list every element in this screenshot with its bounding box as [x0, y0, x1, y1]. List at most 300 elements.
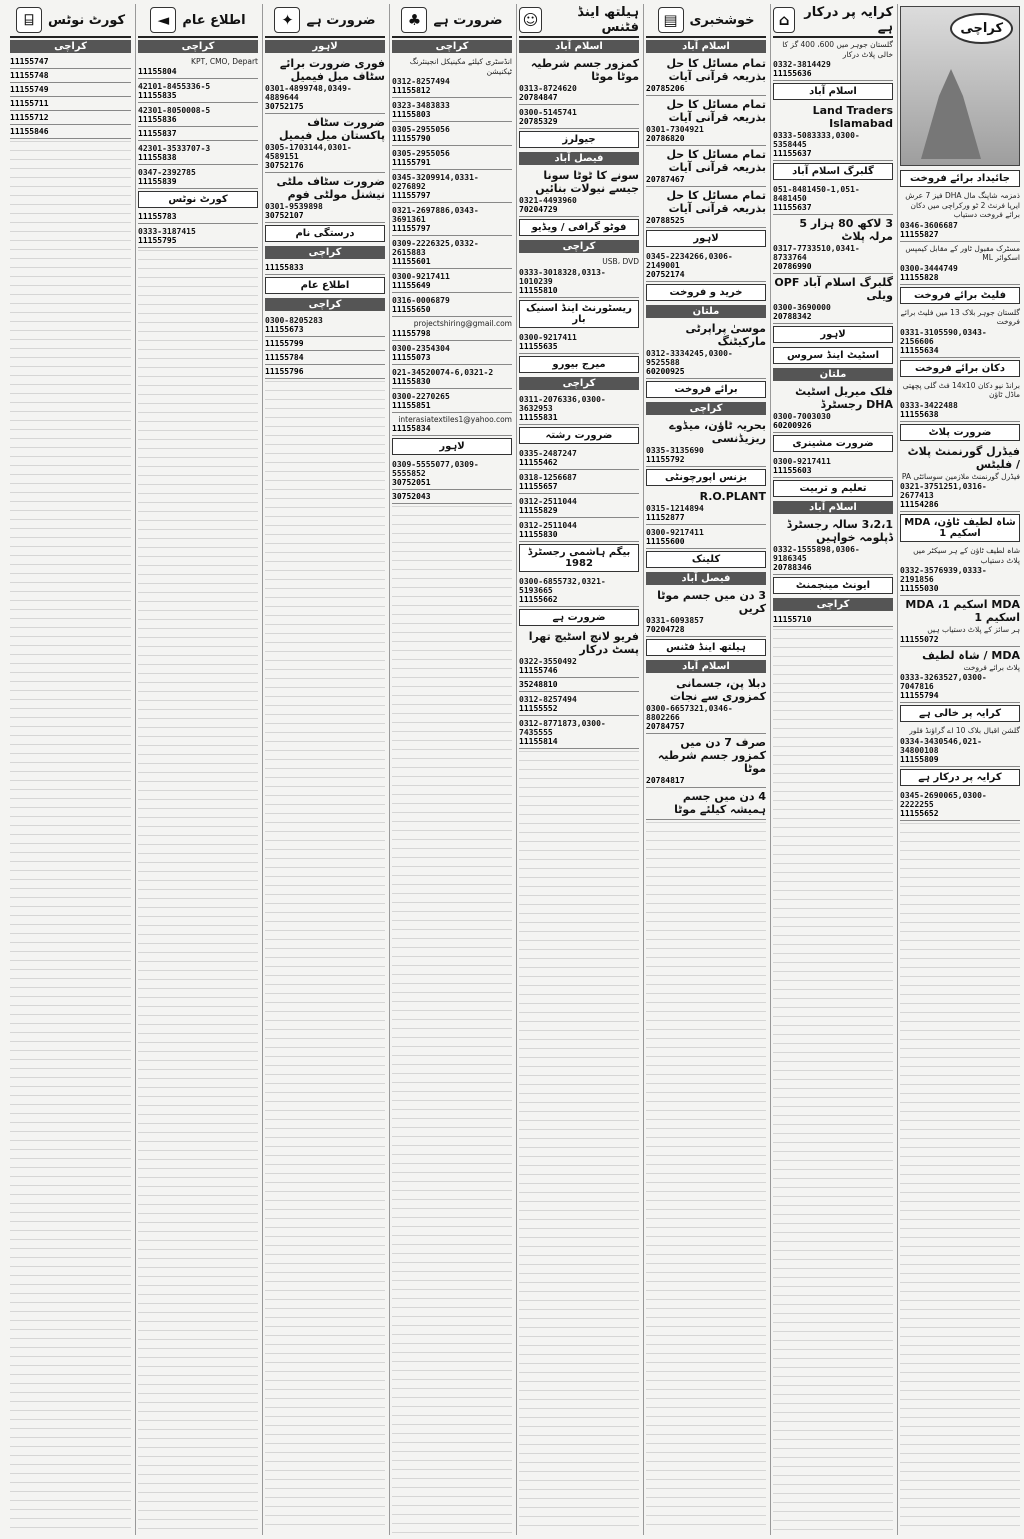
ad-reference-number: 11155838 [138, 152, 177, 162]
ad-headline: MDA / شاہ لطیف [922, 648, 1020, 662]
ad-reference-number: 20786820 [646, 134, 685, 143]
ad-body-text: برانڈ نیو دکان 14x10 فٹ گلی پچھتی ماڈل ٹاؤن [902, 380, 1020, 399]
ad-reference-number: 11155828 [900, 272, 939, 282]
ad-headline: دبلا پن، جسمانی کمزوری سے نجات [669, 677, 766, 703]
ad-reference-number: 11155836 [138, 114, 177, 124]
ad-reference-number: 11155673 [265, 325, 304, 334]
ad-phone: 0316-0006879 [392, 296, 450, 305]
ad-reference-number: 60200926 [773, 421, 812, 430]
ad-reference-number: 11155830 [392, 376, 431, 386]
ad-phone: 42301-3533707-3 [138, 143, 211, 153]
ad-headline: گلبرگ اسلام آباد OPF ویلی [774, 276, 893, 302]
ad-phone: 0318-1256687 [519, 472, 577, 482]
column-header-title: ضرورت ہے [306, 12, 376, 28]
ad-reference-number: 11155792 [646, 455, 685, 464]
ad-reference-number: 11155796 [265, 367, 304, 376]
column-header-title: کرایہ پر درکار ہے [804, 5, 893, 35]
ad-headline: 3 لاکھ 80 ہزار 5 مرلہ پلاٹ [799, 217, 893, 243]
courthouse-icon: ⌸ [16, 7, 42, 33]
ad-phone: 0335-3135690 [646, 446, 704, 455]
section-title: اسٹیٹ اینڈ سروس [773, 347, 893, 364]
ad-body-text: فیڈرل گورنمنٹ ملازمین سوسائٹی PA [901, 471, 1020, 481]
ad-body-text: مسٹرک مقبول ٹاور کے مقابل کیمپس اسکوائر ML [905, 243, 1020, 262]
ad-headline: بحریہ ٹاؤن، میڈوے ریزیڈنسی [669, 419, 766, 445]
ad-phone: 42301-8050008-5 [138, 105, 211, 115]
ad-phone: 0332-3814429 [773, 60, 831, 69]
ad-phone: 0312-8257494 [392, 77, 450, 86]
section-title: درستگی نام [265, 225, 385, 242]
section-title: شاہ لطیف ٹاؤن، MDA اسکیم 1 [900, 514, 1020, 542]
classified-ad [265, 114, 385, 173]
ad-reference-number: 11155636 [773, 69, 812, 78]
ad-reference-number: 11155797 [392, 224, 431, 233]
classified-ad [773, 383, 893, 433]
ad-phone: 0333-3187415 [138, 226, 196, 236]
ad-phone: 0347-2392785 [138, 167, 196, 177]
classified-ad [519, 55, 639, 105]
city-label: فیصل آباد [519, 152, 639, 165]
ad-phone: 0312-8771873,0300-7435555 [519, 718, 606, 737]
section-title: جیولرز [519, 131, 639, 148]
classified-ad [265, 351, 385, 365]
ad-headline: تمام مسائل کا حل بذریعہ قرآنی آیات [666, 57, 766, 83]
classified-ad [10, 69, 131, 83]
ad-reference-number: 20784817 [646, 776, 685, 785]
ad-reference-number: 11155600 [646, 537, 685, 546]
ad-phone: 0305-1703144,0301-4589151 [265, 143, 352, 161]
column-header-title: ضرورت ہے [433, 12, 503, 28]
ad-reference-number: 11155829 [519, 505, 558, 515]
ad-reference-number: 11155839 [138, 176, 177, 186]
ad-reference-number: 20784847 [519, 93, 558, 102]
classified-ad [519, 392, 639, 425]
section-title: بیگم ہاشمی رجسٹرڈ 1982 [519, 544, 639, 572]
ad-phone: 0300-9217411 [773, 457, 831, 466]
ad-headline: سونے کا ٹوٹا سونا جیسے نیولات بنائیں [535, 169, 639, 195]
column-3 [516, 4, 641, 1535]
ad-reference-number: 11155810 [519, 285, 558, 295]
ad-headline: R.O.PLANT [699, 490, 766, 503]
ad-reference-number: 11155814 [519, 736, 558, 746]
ad-body-text: گلشن اقبال بلاک 10 اے گراؤنڈ فلور [909, 726, 1020, 735]
ad-body-text: interasiatextiles1@yahoo.com [398, 414, 512, 424]
ad-phone: 0332-1555898,0306-9186345 [773, 545, 860, 563]
city-label: اسلام آباد [646, 40, 766, 53]
classified-ad [519, 494, 639, 518]
classified-ad [646, 417, 766, 467]
column-5 [262, 4, 387, 1535]
classified-ad [265, 173, 385, 223]
classified-ad [646, 525, 766, 549]
column-header-title: اطلاع عام [182, 12, 246, 28]
ad-reference-number: 11155652 [900, 808, 939, 818]
ad-text-block [10, 141, 131, 1533]
ad-text-block [265, 381, 385, 1533]
classified-ad [519, 255, 639, 298]
classified-ad [392, 317, 512, 341]
ad-reference-number: 11155746 [519, 665, 558, 675]
classified-ad [519, 105, 639, 129]
classified-ad [900, 647, 1020, 704]
classified-ad [392, 236, 512, 269]
ad-reference-number: 11155812 [392, 86, 431, 95]
ad-reference-number: 20788346 [773, 563, 812, 572]
ad-phone: 0331-6093857 [646, 616, 704, 625]
ad-phone: 0312-2511044 [519, 520, 577, 530]
ad-reference-number: 30752107 [265, 211, 304, 220]
city-label: اسلام آباد [773, 501, 893, 514]
ad-reference-number: 11155711 [10, 99, 49, 108]
ad-reference-number: 11155072 [900, 634, 939, 644]
ad-phone: 0333-3263527,0300-7047816 [900, 673, 987, 691]
ad-reference-number: 11155790 [392, 134, 431, 143]
section-title: لاہور [392, 438, 512, 455]
section-title: ایونٹ مینجمنٹ [773, 577, 893, 594]
section-title: ضرورت مشینری [773, 435, 893, 452]
ad-phone: 0323-3483833 [392, 101, 450, 110]
ad-headline: Land Traders Islamabad [812, 104, 893, 130]
classified-ad [138, 224, 258, 248]
ad-phone: 0300-8205283 [265, 316, 323, 325]
people-icon: ☺ [519, 7, 542, 33]
ad-reference-number: 11155833 [265, 263, 304, 272]
megaphone-icon: ◄ [150, 7, 176, 33]
classified-ad [138, 79, 258, 103]
ad-phone: 0334-3430546,021-34800108 [900, 736, 982, 755]
ad-phone: 0300-2354304 [392, 343, 450, 353]
ad-reference-number: 11155552 [519, 703, 558, 713]
ad-text-block [900, 823, 1020, 1534]
ad-reference-number: 11155710 [773, 615, 812, 624]
ad-reference-number: 11155809 [900, 754, 939, 764]
column-header [265, 4, 385, 38]
classified-ad [10, 55, 131, 69]
classified-ad [138, 127, 258, 141]
classified-ad [900, 242, 1020, 285]
classified-ad [646, 55, 766, 96]
ad-headline: موسیٰ پراپرٹی مارکیٹنگ [685, 322, 766, 348]
ad-headline: فیڈرل گورنمنٹ پلاٹ / فلیٹس [907, 444, 1020, 471]
city-label: کراچی [10, 40, 131, 53]
column-2 [643, 4, 768, 1535]
classified-ad [392, 146, 512, 170]
classified-ad [900, 189, 1020, 242]
section-title: ضرورت پلاٹ [900, 424, 1020, 441]
ad-reference-number: 20752174 [646, 270, 685, 279]
ad-headline: تمام مسائل کا حل بذریعہ قرآنی آیات [666, 189, 766, 215]
classified-ad [646, 187, 766, 228]
ad-reference-number: 20784757 [646, 722, 685, 731]
ad-reference-number: 11155784 [265, 353, 304, 362]
ad-phone: 0333-3422488 [900, 400, 958, 410]
classified-ad [392, 293, 512, 317]
ad-reference-number: 70204729 [519, 205, 558, 214]
section-title: اسلام آباد [773, 83, 893, 100]
section-title: کورٹ نوٹس [138, 191, 258, 208]
classified-ad [900, 788, 1020, 821]
ad-reference-number: 20786990 [773, 262, 812, 271]
ad-reference-number: 11155637 [773, 149, 812, 158]
ad-phone: 0345-2690065,0300-2222255 [900, 790, 987, 809]
ad-reference-number: 11155835 [138, 90, 177, 100]
classified-ad [519, 628, 639, 678]
ad-reference-number: 11154286 [900, 500, 939, 509]
classified-ad [519, 167, 639, 217]
ad-phone: 0300-9217411 [392, 272, 450, 281]
city-label: کراچی [392, 40, 512, 53]
classified-ad [519, 574, 639, 607]
ad-phone: 0333-5083333,0300-5358445 [773, 131, 860, 149]
classified-ad [392, 203, 512, 236]
ad-reference-number: 11155748 [10, 71, 49, 80]
city-label: کراچی [519, 377, 639, 390]
ad-reference-number: 11155799 [265, 339, 304, 348]
ad-headline: ضرورت سٹاف ملٹی نیشنل مولٹی فوم [276, 175, 385, 201]
section-title: لاہور [646, 230, 766, 247]
ad-body-text: KPT, CMO, Depart [191, 57, 258, 66]
ad-headline: تمام مسائل کا حل بذریعہ قرآنی آیات [666, 148, 766, 174]
classified-ad [392, 122, 512, 146]
ad-phone: 0300-3444749 [900, 263, 958, 273]
city-label: کراچی [138, 40, 258, 53]
classified-ad [900, 544, 1020, 596]
classified-ad [900, 306, 1020, 358]
ad-phone: 0305-2955056 [392, 125, 450, 134]
ad-headline: تمام مسائل کا حل بذریعہ قرآنی آیات [666, 98, 766, 124]
ad-reference-number: 11155827 [900, 229, 939, 239]
column-header-title: کورٹ نوٹس [47, 12, 126, 28]
ad-reference-number: 11155803 [392, 110, 431, 119]
section-title: ہیلتھ اینڈ فٹنس [646, 639, 766, 656]
classified-ad [265, 55, 385, 114]
section-title: کرایہ پر خالی ہے [900, 705, 1020, 722]
ad-reference-number: 11155846 [10, 127, 49, 136]
classified-ad [773, 274, 893, 324]
ad-body-text: ذمزمہ شاپنگ مال DHA فیز 7 عرش ایریا فرنٹ 2 ٹو ورکراچی میں دکان برائے فروخت دستیاب [905, 191, 1020, 219]
ad-reference-number: 11155747 [10, 57, 49, 66]
ad-reference-number: 11155462 [519, 457, 558, 467]
ad-headline: فوری ضرورت برائے سٹاف میل فیمیل [279, 57, 385, 83]
city-hero-image [900, 6, 1020, 166]
ad-reference-number: 20788342 [773, 312, 812, 321]
classified-ad [646, 587, 766, 637]
city-label: ملتان [773, 368, 893, 381]
ad-headline: 4 دن میں جسم ہمیشہ کیلئے موٹا [674, 790, 766, 816]
ad-phone: 0300-2270265 [392, 391, 450, 401]
classified-ad [392, 269, 512, 293]
ad-reference-number: 11155749 [10, 85, 49, 94]
classified-ad [138, 55, 258, 79]
ad-headline: MDA اسکیم 1، MDA اسکیم 1 [905, 598, 1020, 624]
ad-headline: کمزور جسم شرطیہ موٹا موٹا [530, 57, 639, 83]
ad-phone: 0335-2487247 [519, 448, 577, 458]
classified-ad [392, 341, 512, 365]
city-badge: کراچی [950, 13, 1013, 44]
ad-phone: 0301-9539898 [265, 202, 323, 211]
ad-reference-number: 11155712 [10, 113, 49, 122]
ad-phone: 0333-3018328,0313-1010239 [519, 267, 606, 286]
ad-headline: فریو لانچ اسٹیچ تھرا پسٹ درکار [528, 629, 639, 656]
ad-reference-number: 11155073 [392, 352, 431, 362]
classified-ad [773, 454, 893, 478]
classified-ad [392, 389, 512, 413]
classified-ad [138, 165, 258, 189]
ad-text-block [392, 506, 512, 1533]
ad-text-block [519, 751, 639, 1534]
section-title: گلبرگ اسلام آباد [773, 163, 893, 180]
book-icon: ▤ [658, 7, 684, 33]
classified-ad [900, 724, 1020, 767]
classified-ad [519, 470, 639, 494]
ad-reference-number: 11155795 [138, 235, 177, 245]
classified-ad [10, 83, 131, 97]
ad-phone: 0300-5145741 [519, 108, 577, 117]
ad-reference-number: 30752175 [265, 102, 304, 111]
ad-headline: صرف 7 دن میں کمزور جسم شرطیہ موٹا [657, 736, 766, 775]
section-title: لاہور [773, 326, 893, 343]
city-label: کراچی [646, 402, 766, 415]
section-title: تعلیم و تربیت [773, 480, 893, 497]
section-title: ضرورت ہے [519, 609, 639, 626]
ad-reference-number: 11155657 [519, 481, 558, 491]
classified-ad [773, 182, 893, 215]
ad-phone: 0300-6657321,0346-8802266 [646, 704, 733, 722]
ad-phone: 0321-4493960 [519, 196, 577, 205]
ad-phone: 0317-7733510,0341-8733764 [773, 244, 860, 262]
classified-ad [646, 96, 766, 146]
ad-body-text: ہر سائز کے پلاٹ دستیاب ہیں [927, 625, 1020, 634]
section-title: کرایہ پر درکار ہے [900, 769, 1020, 786]
ad-phone: 0332-3576939,0333-2191856 [900, 566, 987, 584]
classified-ad [392, 98, 512, 122]
ad-phone: 0345-2234266,0306-2149001 [646, 252, 733, 270]
classified-ad [392, 170, 512, 203]
column-0 [897, 4, 1022, 1535]
ad-phone: 0301-4899748,0349-4889644 [265, 84, 352, 102]
ad-reference-number: 11155601 [392, 257, 431, 266]
handshake-icon: ✦ [274, 7, 300, 33]
ad-reference-number: 11155635 [519, 341, 558, 351]
section-title: دکان برائے فروخت [900, 360, 1020, 377]
classified-ad [519, 678, 639, 692]
classified-ad [773, 102, 893, 161]
ad-body-text: projectshiring@gmail.com [413, 319, 512, 328]
ad-reference-number: 30752043 [392, 492, 431, 501]
classified-ad [773, 613, 893, 627]
ad-text-block [646, 822, 766, 1533]
column-header [646, 4, 766, 38]
ad-body-text: USB، DVD [602, 257, 639, 266]
classified-ad [10, 111, 131, 125]
column-header [138, 4, 258, 38]
ad-reference-number: 20785206 [646, 84, 685, 93]
city-label: کراچی [265, 246, 385, 259]
ad-text-block [773, 629, 893, 1533]
classified-ad [519, 692, 639, 716]
ad-phone: 0312-3334245,0300-9525588 [646, 349, 733, 367]
column-1 [770, 4, 895, 1535]
ad-phone: 0312-2511044 [519, 496, 577, 506]
classified-ad [392, 413, 512, 437]
classified-ad [138, 210, 258, 224]
classified-ad [773, 215, 893, 274]
city-label: کراچی [519, 240, 639, 253]
classified-ad [138, 103, 258, 127]
ad-reference-number: 11155638 [900, 409, 939, 419]
classified-ad [646, 320, 766, 379]
ad-reference-number: 11155794 [900, 691, 939, 700]
ad-reference-number: 30752176 [265, 161, 304, 170]
ad-reference-number: 11155837 [138, 128, 177, 138]
city-label: فیصل آباد [646, 572, 766, 585]
section-title: جائیداد برائے فروخت [900, 170, 1020, 187]
classified-ad [900, 596, 1020, 647]
section-title: بزنس اپورچونٹی [646, 469, 766, 486]
ad-reference-number: 11155851 [392, 400, 431, 410]
ad-phone: 021-34520074-6,0321-2 [392, 367, 494, 377]
ad-phone: 0313-8724620 [519, 84, 577, 93]
column-7 [8, 4, 133, 1535]
classified-ad [10, 125, 131, 139]
ad-phone: 051-8481450-1,051-8481450 [773, 185, 860, 203]
city-label: ملتان [646, 305, 766, 318]
ad-phone: 0322-3550492 [519, 656, 577, 666]
section-title: برائے فروخت [646, 381, 766, 398]
ad-reference-number: 20788525 [646, 216, 685, 225]
classified-ad [646, 146, 766, 187]
ad-reference-number: 11155830 [519, 529, 558, 539]
house-icon: ⌂ [773, 7, 795, 33]
section-title: کلینک [646, 551, 766, 568]
ad-reference-number: 20785329 [519, 117, 558, 126]
ad-reference-number: 11155603 [773, 466, 812, 475]
classified-ad [773, 38, 893, 81]
ad-phone: 42101-8455336-5 [138, 81, 211, 91]
column-header [10, 4, 131, 38]
ad-reference-number: 30752051 [392, 478, 431, 487]
classified-ad [519, 446, 639, 470]
classified-ad [265, 365, 385, 379]
ad-body-text: گلستان جوہر بلاک 13 میں فلیٹ برائے فروخت [900, 307, 1020, 326]
column-header [773, 4, 893, 38]
column-header-title: ہیلتھ اینڈ فٹنس [577, 5, 639, 35]
ad-phone: 0321-3751251,0316-2677413 [900, 482, 987, 500]
section-title: فلیٹ برائے فروخت [900, 287, 1020, 304]
ad-phone: 0300-9217411 [646, 528, 704, 537]
classified-ad [773, 516, 893, 575]
classified-ad [392, 457, 512, 490]
classified-ad [900, 443, 1020, 513]
ad-reference-number: 11155649 [392, 281, 431, 290]
classified-ad [392, 55, 512, 98]
ad-reference-number: 11155834 [392, 424, 431, 433]
ad-headline: 3 دن میں جسم موٹا کریں [657, 589, 766, 615]
ad-body-text: پلاٹ برائے فروخت [963, 662, 1020, 672]
classified-ad [646, 788, 766, 820]
ad-reference-number: 11155662 [519, 594, 558, 604]
ad-phone: 0309-2226325,0332-2615883 [392, 239, 479, 257]
ad-reference-number: 35248810 [519, 679, 558, 689]
ad-phone: 0300-3690000 [773, 303, 831, 312]
ad-body-text: گلستان جوہر میں 600، 400 گز کا خالی پلاٹ درکار [782, 40, 893, 59]
column-header-title: خوشخبری [689, 12, 755, 28]
classified-ad [519, 716, 639, 749]
city-label: اسلام آباد [519, 40, 639, 53]
classified-ad [392, 365, 512, 389]
ad-reference-number: 11155804 [138, 66, 177, 76]
ad-body-text: انڈسٹری کیلئے مکینیکل انجینئرنگ ٹیکنیشن [409, 57, 512, 76]
ad-phone: 0301-7304921 [646, 125, 704, 134]
